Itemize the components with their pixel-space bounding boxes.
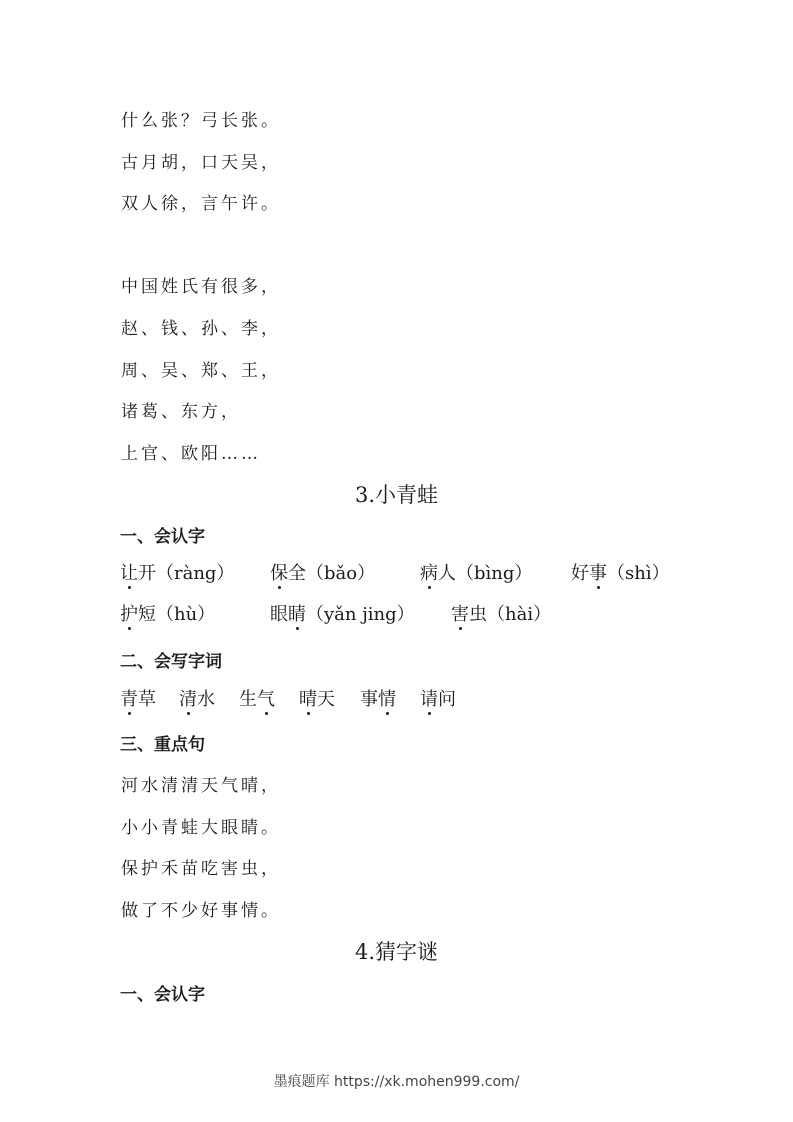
section-heading: 一、会认字 [120, 985, 205, 1005]
dotted-char: 事 [589, 559, 607, 585]
word-rest: 草 [138, 689, 156, 710]
poem1-line: 双人徐，言午许。 [121, 194, 281, 214]
word-item [239, 685, 275, 711]
dotted-char: 青 [120, 685, 138, 711]
dotted-char: 请 [420, 685, 438, 711]
vocab-rest: 开（ràng） [138, 563, 235, 584]
poem2-line: 中国姓氏有很多， [121, 277, 281, 297]
key-sentence: 河水清清天气晴， [121, 776, 281, 796]
word-item [360, 685, 396, 711]
word-rest: 水 [197, 689, 215, 710]
word-pre: 生 [239, 689, 257, 710]
poem2-line: 周、吴、郑、王， [121, 361, 281, 381]
poem2-line: 诸葛、东方， [121, 402, 241, 422]
vocab-item [270, 559, 375, 585]
dotted-char: 清 [179, 685, 197, 711]
word-item [120, 685, 156, 711]
vocab-item [571, 559, 670, 585]
word-item [420, 685, 456, 711]
dotted-char: 害 [451, 600, 469, 626]
vocab-item [270, 600, 415, 626]
poem1-line: 古月胡，口天吴， [121, 153, 281, 173]
vocab-pre: 眼 [270, 604, 288, 625]
section-heading: 三、重点句 [120, 735, 205, 755]
word-rest: 天 [317, 689, 335, 710]
key-sentence: 保护禾苗吃害虫， [121, 859, 281, 879]
dotted-char: 保 [270, 559, 288, 585]
dotted-char: 情 [378, 685, 396, 711]
vocab-rest: 短（hù） [138, 604, 216, 625]
key-sentence: 做了不少好事情。 [121, 901, 281, 921]
vocab-item [120, 559, 234, 585]
poem2-line: 上官、欧阳…… [121, 444, 261, 464]
dotted-char: 病 [420, 559, 438, 585]
word-pre: 事 [360, 689, 378, 710]
word-item [179, 685, 215, 711]
dotted-char: 让 [120, 559, 138, 585]
dotted-char: 晴 [299, 685, 317, 711]
lesson-title: 4.猜字谜 [354, 940, 439, 964]
word-item [299, 685, 335, 711]
key-sentence: 小小青蛙大眼睛。 [121, 818, 281, 838]
dotted-char: 气 [257, 685, 275, 711]
vocab-pre: 好 [571, 563, 589, 584]
footer-watermark: 墨痕题库 https://xk.mohen999.com/ [273, 1074, 520, 1090]
vocab-rest: （shì） [607, 563, 670, 584]
word-rest: 问 [438, 689, 456, 710]
section-heading: 一、会认字 [120, 527, 205, 547]
vocab-rest: （yǎn jing） [306, 604, 415, 625]
vocab-item [420, 559, 532, 585]
vocab-rest: 全（bǎo） [288, 563, 376, 584]
lesson-title: 3.小青蛙 [354, 483, 439, 507]
vocab-item [120, 600, 215, 626]
poem1-line: 什么张？弓长张。 [121, 111, 281, 131]
poem2-line: 赵、钱、孙、李， [121, 319, 281, 339]
section-heading: 二、会写字词 [120, 652, 222, 672]
vocab-item [451, 600, 551, 626]
vocab-rest: 人（bìng） [438, 563, 533, 584]
dotted-char: 睛 [288, 600, 306, 626]
vocab-rest: 虫（hài） [469, 604, 552, 625]
dotted-char: 护 [120, 600, 138, 626]
